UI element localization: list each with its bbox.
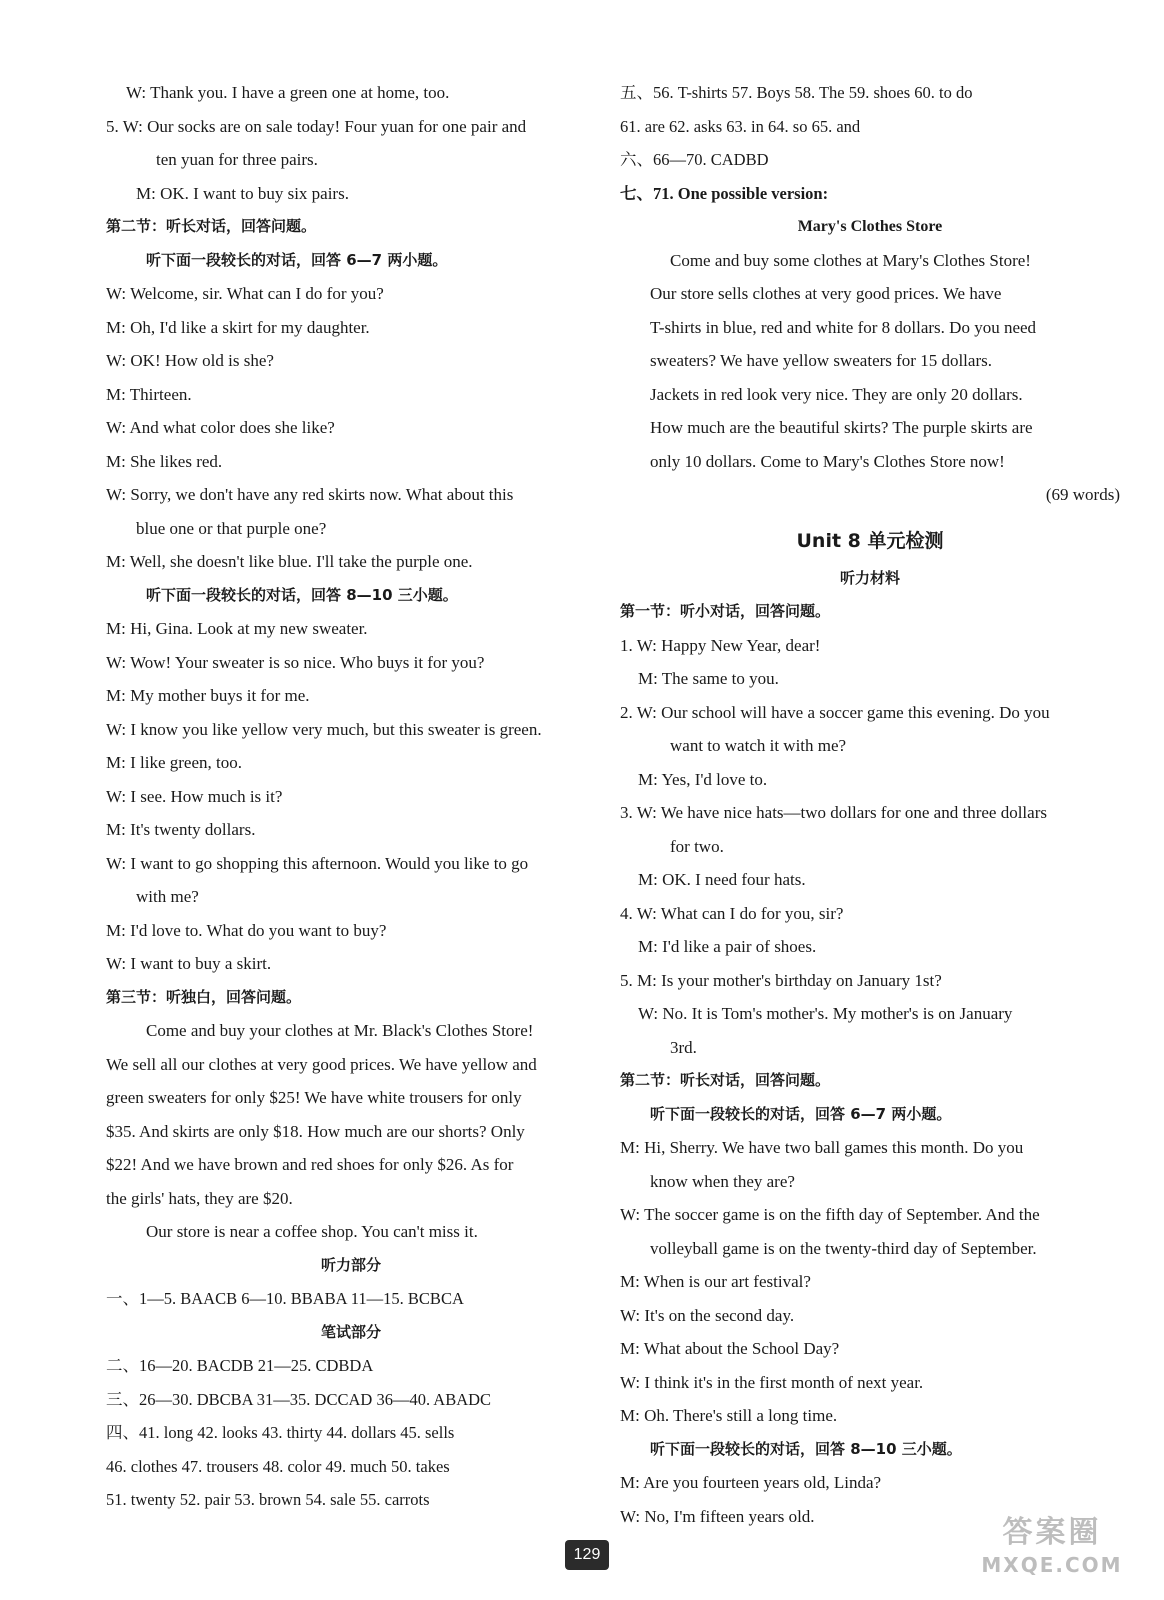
text-line: W: Wow! Your sweater is so nice. Who buys it for you? bbox=[106, 652, 485, 672]
text-line: blue one or that purple one? bbox=[136, 518, 327, 538]
text-line: the girls' hats, they are $20. bbox=[106, 1188, 293, 1208]
text-line: W: I want to go shopping this afternoon. Would you like to go bbox=[106, 853, 529, 873]
text-line: for two. bbox=[670, 836, 724, 856]
text-line: 笔试部分 bbox=[320, 1322, 381, 1341]
text-line: 听下面一段较长的对话，回答 6—7 两小题。 bbox=[650, 1104, 952, 1123]
text-line: 听力部分 bbox=[320, 1255, 381, 1274]
text-line: How much are the beautiful skirts? The purple skirts are bbox=[650, 418, 1033, 437]
text-line: Mary's Clothes Store bbox=[797, 218, 943, 235]
text-line: Come and buy some clothes at Mary's Clothes Store! bbox=[670, 250, 1031, 270]
page-number: 129 bbox=[565, 1540, 609, 1570]
text-line: 第三节：听独白，回答问题。 bbox=[106, 987, 302, 1006]
text-line: W: The soccer game is on the fifth day of September. And the bbox=[620, 1205, 1040, 1224]
text-line: W: I think it's in the first month of next year. bbox=[620, 1372, 924, 1392]
text-line: 51. twenty 52. pair 53. brown 54. sale 55. carrots bbox=[106, 1490, 430, 1509]
text-line: We sell all our clothes at very good prices. We have yellow and bbox=[106, 1054, 537, 1074]
text-line: 四、41. long 42. looks 43. thirty 44. dollars 45. sells bbox=[106, 1423, 455, 1442]
text-line: 听下面一段较长的对话，回答 8—10 三小题。 bbox=[146, 585, 458, 604]
text-line: W: No, I'm fifteen years old. bbox=[620, 1506, 815, 1526]
text-line: 三、26—30. DBCBA 31—35. DCCAD 36—40. ABADC bbox=[106, 1389, 492, 1409]
text-line: M: What about the School Day? bbox=[620, 1339, 840, 1358]
text-line: 4. W: What can I do for you, sir? bbox=[620, 903, 844, 923]
text-line: 46. clothes 47. trousers 48. color 49. much 50. takes bbox=[106, 1456, 450, 1476]
text-line: W: And what color does she like? bbox=[106, 418, 335, 437]
text-line: M: OK. I need four hats. bbox=[638, 870, 806, 889]
text-line: M: Well, she doesn't like blue. I'll take the purple one. bbox=[106, 552, 473, 571]
text-line: with me? bbox=[136, 887, 199, 906]
text-line: $35. And skirts are only $18. How much are our shorts? Only bbox=[106, 1121, 525, 1141]
text-line: 61. are 62. asks 63. in 64. so 65. and bbox=[620, 116, 861, 136]
text-line: M: She likes red. bbox=[106, 451, 223, 471]
text-line: M: I'd like a pair of shoes. bbox=[638, 937, 817, 956]
text-line: 听下面一段较长的对话，回答 6—7 两小题。 bbox=[146, 250, 448, 269]
text-line: W: Sorry, we don't have any red skirts now. What about this bbox=[106, 485, 514, 504]
answer-key-continued bbox=[620, 76, 1120, 512]
right-column bbox=[620, 76, 1120, 1533]
text-line: 第二节：听长对话，回答问题。 bbox=[620, 1071, 831, 1089]
text-line: W: It's on the second day. bbox=[620, 1305, 795, 1325]
text-line: 一、1—5. BAACB 6—10. BBABA 11—15. BCBCA bbox=[106, 1289, 464, 1308]
text-line: M: When is our art festival? bbox=[620, 1272, 811, 1291]
text-line: W: I know you like yellow very much, but this sweater is green. bbox=[106, 719, 542, 739]
text-line: W: No. It is Tom's mother's. My mother's is on January bbox=[638, 1004, 1013, 1023]
text-line: volleyball game is on the twenty-third day of September. bbox=[650, 1238, 1037, 1258]
text-line: W: Welcome, sir. What can I do for you? bbox=[106, 284, 384, 303]
text-line: M: The same to you. bbox=[638, 669, 779, 688]
text-line: $22! And we have brown and red shoes for only $26. As for bbox=[106, 1155, 514, 1174]
text-line: Our store sells clothes at very good prices. We have bbox=[650, 284, 1002, 303]
unit-8-listening-script bbox=[620, 562, 1120, 1534]
text-line: M: Thirteen. bbox=[106, 384, 192, 404]
left-column bbox=[106, 76, 596, 1517]
text-line: M: My mother buys it for me. bbox=[106, 686, 310, 705]
text-line: 听力材料 bbox=[839, 568, 900, 587]
text-line: Come and buy your clothes at Mr. Black's Clothes Store! bbox=[146, 1021, 534, 1040]
text-line: 3rd. bbox=[670, 1037, 697, 1057]
text-line: Jackets in red look very nice. They are only 20 dollars. bbox=[650, 384, 1023, 404]
text-line: M: Oh, I'd like a skirt for my daughter. bbox=[106, 317, 370, 337]
text-line: W: Thank you. I have a green one at home, too. bbox=[126, 83, 450, 102]
text-line: 3. W: We have nice hats—two dollars for one and three dollars bbox=[620, 803, 1047, 822]
text-line: M: Yes, I'd love to. bbox=[638, 769, 768, 789]
text-line: M: Hi, Sherry. We have two ball games this month. Do you bbox=[620, 1138, 1024, 1157]
text-line: T-shirts in blue, red and white for 8 dollars. Do you need bbox=[650, 317, 1037, 337]
text-line: ten yuan for three pairs. bbox=[156, 150, 318, 169]
text-line: 1. W: Happy New Year, dear! bbox=[620, 635, 821, 655]
text-line: know when they are? bbox=[650, 1171, 795, 1191]
text-line: (69 words) bbox=[1045, 485, 1120, 504]
text-line: M: I'd love to. What do you want to buy? bbox=[106, 920, 387, 940]
text-line: M: Hi, Gina. Look at my new sweater. bbox=[106, 619, 368, 638]
text-line: 第二节：听长对话，回答问题。 bbox=[106, 217, 317, 235]
text-line: 5. W: Our socks are on sale today! Four yuan for one pair and bbox=[106, 116, 527, 136]
text-line: W: I want to buy a skirt. bbox=[106, 954, 272, 973]
text-line: M: It's twenty dollars. bbox=[106, 820, 256, 839]
text-line: 五、56. T-shirts 57. Boys 58. The 59. shoes 60. to do bbox=[620, 83, 973, 102]
text-line: W: I see. How much is it? bbox=[106, 786, 283, 806]
unit-title: Unit 8 单元检测 bbox=[796, 529, 944, 552]
text-line: 2. W: Our school will have a soccer game this evening. Do you bbox=[620, 702, 1050, 722]
text-line: M: OK. I want to buy six pairs. bbox=[136, 183, 349, 203]
text-line: Our store is near a coffee shop. You can't miss it. bbox=[146, 1222, 478, 1241]
text-line: M: Oh. There's still a long time. bbox=[620, 1406, 838, 1425]
text-line: 第一节：听小对话，回答问题。 bbox=[620, 602, 831, 620]
text-line: only 10 dollars. Come to Mary's Clothes Store now! bbox=[650, 451, 1005, 471]
text-line: green sweaters for only $25! We have white trousers for only bbox=[106, 1088, 522, 1107]
text-line: want to watch it with me? bbox=[670, 736, 847, 755]
text-line: sweaters? We have yellow sweaters for 15 dollars. bbox=[650, 351, 992, 370]
text-line: 七、71. One possible version: bbox=[620, 183, 829, 203]
text-line: M: I like green, too. bbox=[106, 753, 242, 772]
watermark-logo: 答案圈 MXQE.COM bbox=[981, 1515, 1123, 1577]
text-line: 5. M: Is your mother's birthday on January 1st? bbox=[620, 970, 942, 990]
text-line: 听下面一段较长的对话，回答 8—10 三小题。 bbox=[650, 1439, 962, 1458]
text-line: M: Are you fourteen years old, Linda? bbox=[620, 1473, 882, 1492]
text-line: W: OK! How old is she? bbox=[106, 351, 274, 370]
text-line: 二、16—20. BACDB 21—25. CDBDA bbox=[106, 1356, 374, 1375]
text-line: 六、66—70. CADBD bbox=[620, 150, 769, 169]
